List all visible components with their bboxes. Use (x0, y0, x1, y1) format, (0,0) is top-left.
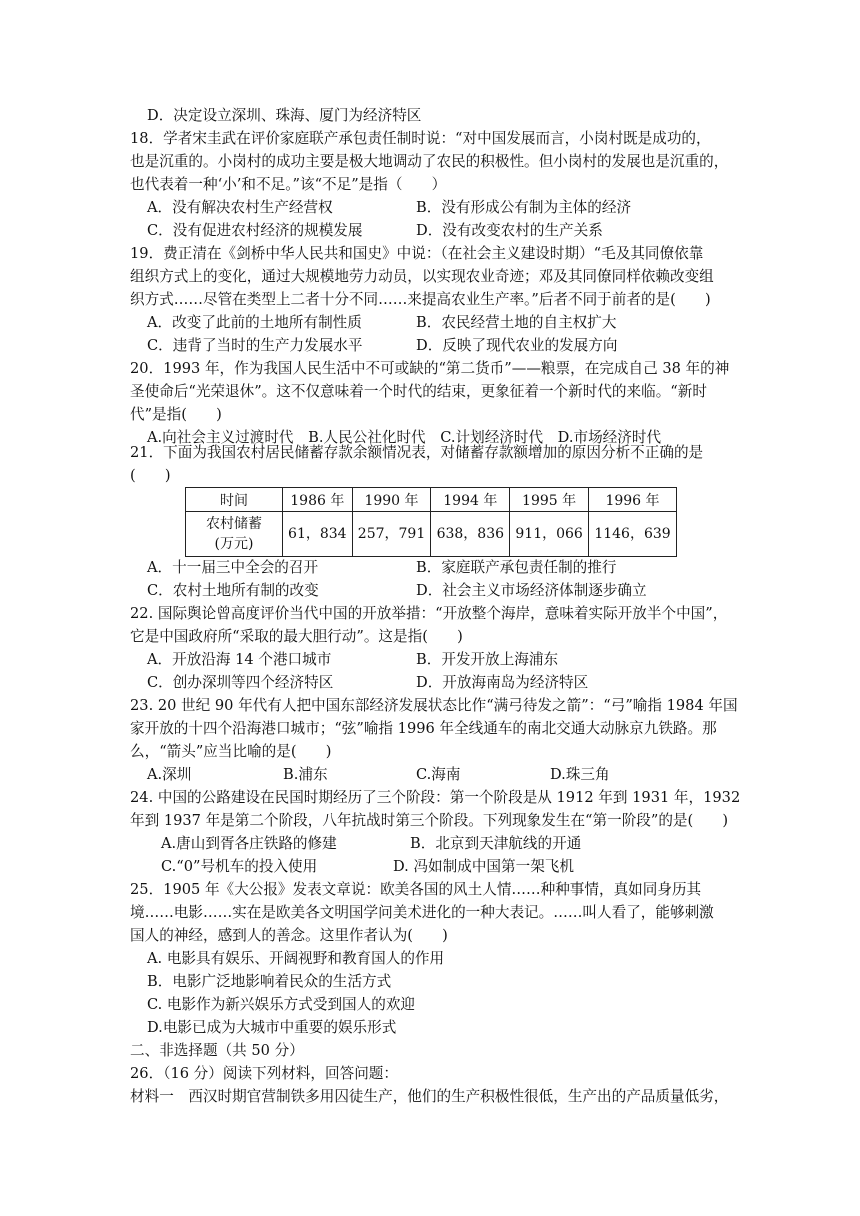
q22-stem-line-2: 它是中国政府所“采取的最大胆行动”。这是指( ) (130, 628, 463, 645)
q23-stem-line-2: 家开放的十四个沿海港口城市；“弦”喻指 1996 年全线通车的南北交通大动脉京九铁路。那 (130, 720, 717, 737)
q23-stem-line-3: 么，“箭头”应当比喻的是( ) (130, 743, 332, 760)
q18-stem-line-1: 18．学者宋圭武在评价家庭联产承包责任制时说：“对中国发展而言，小岗村既是成功的， (130, 130, 711, 147)
q25-stem-line-1: 25．1905 年《大公报》发表文章说：欧美各国的风土人情……种种事情，真如同身历其 (130, 881, 702, 898)
table-value-1995: 911，066 (510, 512, 589, 557)
section-title: 二、非选择题（共 50 分） (130, 1042, 304, 1059)
q22-option-a: A．开放沿海 14 个港口城市 (147, 651, 332, 668)
q17-option-d: D．决定设立深圳、珠海、厦门为经济特区 (147, 107, 422, 124)
q24-option-b: B．北京到天津航线的开通 (410, 835, 582, 852)
q21-stem-line-1: 21．下面为我国农村居民储蓄存款余额情况表，对储蓄存款额增加的原因分析不正确的是 (130, 444, 704, 461)
q18-option-a: A．没有解决农村生产经营权 (147, 199, 333, 216)
q20-options: A.向社会主义过渡时代 B.人民公社化时代 C.计划经济时代 D.市场经济时代 (147, 429, 662, 446)
table-year-1994: 1994 年 (431, 488, 510, 512)
q19-option-a: A．改变了此前的土地所有制性质 (147, 314, 362, 331)
table-row (186, 488, 677, 512)
q25-stem-line-2: 境……电影……实在是欧美各文明国学问美术进化的一种大表记。……叫人看了，能够刺激 (130, 904, 714, 921)
table-year-1996: 1996 年 (589, 488, 677, 512)
q20-stem-line-2: 圣使命后“光荣退休”。这不仅意味着一个时代的结束，更象征着一个新时代的来临。“新时 (130, 383, 707, 400)
table-value-1994: 638，836 (431, 512, 510, 557)
table-header-time: 时间 (186, 488, 283, 512)
table-value-1986: 61，834 (283, 512, 353, 557)
table-row (186, 512, 677, 557)
q18-option-b: B．没有形成公有制为主体的经济 (416, 199, 632, 216)
q25-option-b: B．电影广泛地影响着民众的生活方式 (147, 973, 392, 990)
q24-option-c: C.“0”号机车的投入使用 (161, 858, 318, 875)
q20-stem-line-3: 代”是指( ) (130, 406, 222, 423)
q19-stem-line-1: 19．费正清在《剑桥中华人民共和国史》中说：（在社会主义建设时期）“毛及其同僚依靠 (130, 245, 704, 262)
q18-option-d: D．没有改变农村的生产关系 (416, 222, 603, 239)
q21-option-b: B．家庭联产承包责任制的推行 (416, 559, 617, 576)
table-value-1990: 257，791 (352, 512, 431, 557)
q22-option-b: B．开发开放上海浦东 (416, 651, 559, 668)
q25-option-c: C. 电影作为新兴娱乐方式受到国人的欢迎 (147, 996, 416, 1013)
q18-option-c: C．没有促进农村经济的规模发展 (147, 222, 363, 239)
q25-stem-line-3: 国人的神经，感到人的善念。这里作者认为( ) (130, 927, 448, 944)
q22-option-c: C．创办深圳等四个经济特区 (147, 674, 334, 691)
q25-option-d: D.电影已成为大城市中重要的娱乐形式 (147, 1019, 397, 1036)
q21-option-c: C．农村土地所有制的改变 (147, 582, 319, 599)
table-value-1996: 1146，639 (589, 512, 677, 557)
q23-option-a: A.深圳 (147, 766, 192, 783)
q21-option-a: A．十一届三中全会的召开 (147, 559, 319, 576)
q21-stem-line-2: ( ) (130, 467, 171, 484)
table-year-1990: 1990 年 (352, 488, 431, 512)
table-year-1986: 1986 年 (283, 488, 353, 512)
q19-option-c: C．违背了当时的生产力发展水平 (147, 337, 363, 354)
q24-stem-line-2: 年到 1937 年是第二个阶段，八年抗战时第三个阶段。下列现象发生在“第一阶段”的是( ) (130, 812, 729, 829)
table-year-1995: 1995 年 (510, 488, 589, 512)
q26-material-1: 材料一 西汉时期官营制铁多用囚徒生产，他们的生产积极性很低，生产出的产品质量低劣， (130, 1088, 729, 1105)
q19-stem-line-2: 组织方式上的变化，通过大规模地劳力动员，以实现农业奇迹；邓及其同僚同样依赖改变组 (130, 268, 714, 285)
q23-option-c: C.海南 (416, 766, 461, 783)
q22-option-d: D．开放海南岛为经济特区 (416, 674, 589, 691)
q18-stem-line-2: 也是沉重的。小岗村的成功主要是极大地调动了农民的积极性。但小岗村的发展也是沉重的， (130, 153, 729, 170)
q23-option-b: B.浦东 (283, 766, 328, 783)
q23-stem-line-1: 23. 20 世纪 90 年代有人把中国东部经济发展状态比作“满弓待发之箭”：“弓”喻指 1984 年国 (130, 697, 738, 714)
table-row-label-line-1: 农村储蓄 (206, 516, 262, 532)
q24-option-d: D. 冯如制成中国第一架飞机 (393, 858, 574, 875)
table-row-label-line-2: (万元) (214, 536, 254, 552)
q24-option-a: A.唐山到胥各庄铁路的修建 (161, 835, 337, 852)
savings-table (185, 487, 677, 557)
q19-stem-line-3: 织方式……尽管在类型上二者十分不同……来提高农业生产率。”后者不同于前者的是( ) (130, 291, 711, 308)
table-row-label (186, 512, 283, 557)
q24-stem-line-1: 24. 中国的公路建设在民国时期经历了三个阶段：第一个阶段是从 1912 年到 1931 年，1932 (130, 789, 741, 806)
q25-option-a: A. 电影具有娱乐、开阔视野和教育国人的作用 (147, 950, 445, 967)
q23-option-d: D.珠三角 (550, 766, 610, 783)
q21-option-d: D．社会主义市场经济体制逐步确立 (416, 582, 647, 599)
q19-option-b: B．农民经营土地的自主权扩大 (416, 314, 617, 331)
q18-stem-line-3: 也代表着一种‘小’和不足。”该“不足”是指（ ） (130, 176, 447, 193)
q19-option-d: D．反映了现代农业的发展方向 (416, 337, 618, 354)
q22-stem-line-1: 22. 国际舆论曾高度评价当代中国的开放举措：“开放整个海岸，意味着实际开放半个中国”， (130, 605, 728, 622)
q26-stem-line-1: 26．（16 分）阅读下列材料，回答问题： (130, 1065, 398, 1082)
q20-stem-line-1: 20．1993 年，作为我国人民生活中不可或缺的“第二货币”——粮票，在完成自己 38 年的神 (130, 360, 730, 377)
